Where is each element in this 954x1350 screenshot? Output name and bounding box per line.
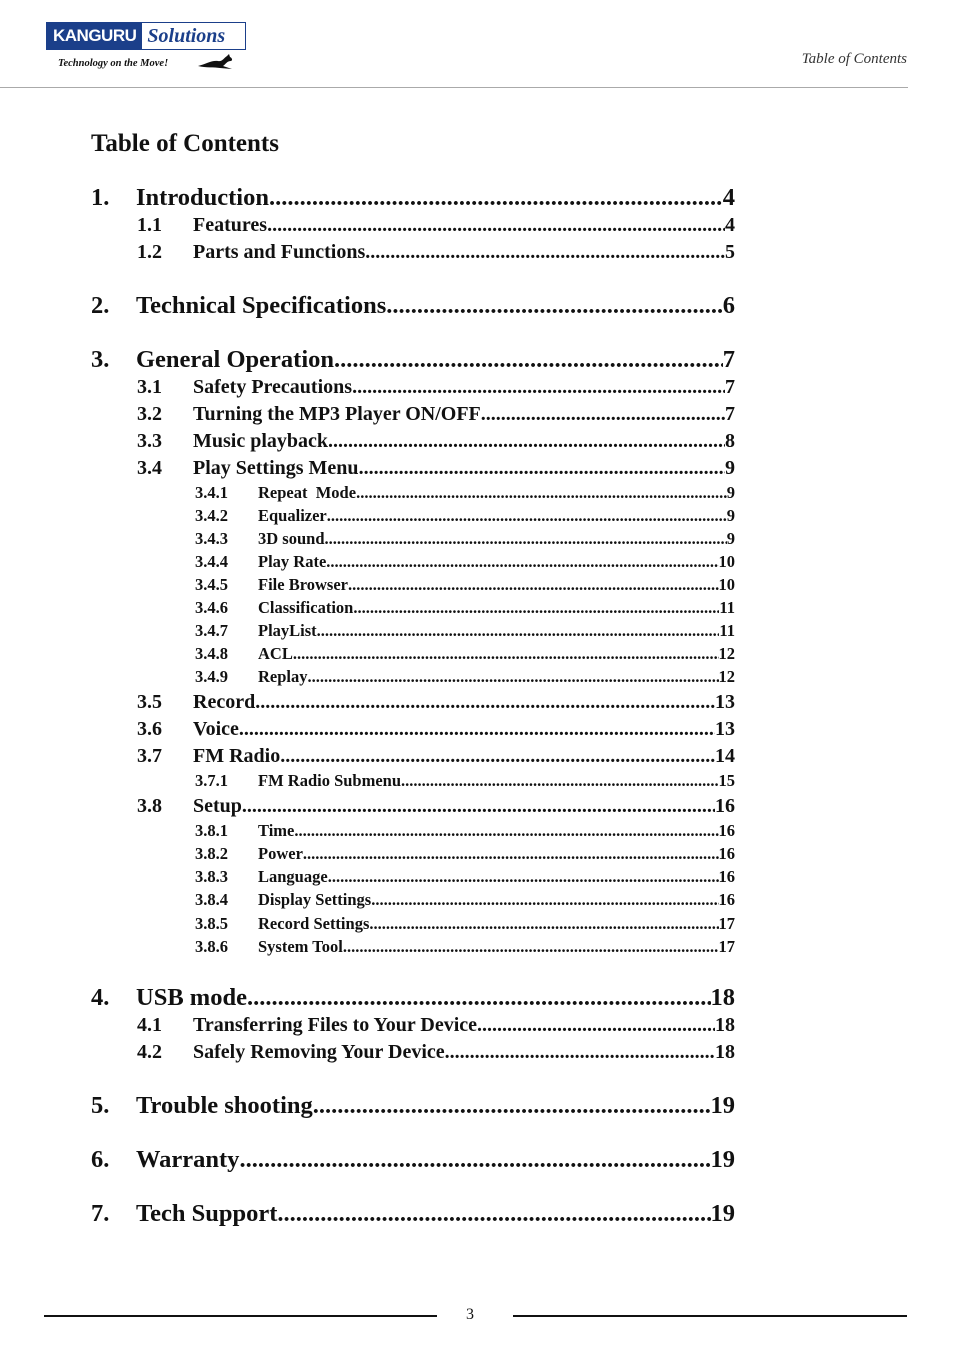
- toc-entry-page: 8: [725, 430, 735, 452]
- toc-entry-page: 18: [715, 1041, 735, 1063]
- toc-entry-number: 7.: [91, 1200, 110, 1227]
- toc-entry-number: 3.4.4: [195, 552, 228, 571]
- toc-entry[interactable]: [91, 184, 735, 212]
- logo-product: Solutions: [147, 24, 226, 47]
- toc-entry-number: 5.: [91, 1092, 110, 1119]
- toc-entry-page: 12: [718, 644, 735, 663]
- toc-dot-leader: [371, 890, 718, 910]
- toc-entry[interactable]: [195, 937, 735, 957]
- toc-entry-page: 7: [725, 376, 735, 398]
- toc-dot-leader: [386, 292, 723, 320]
- logo-tagline: Technology on the Move!: [58, 58, 169, 69]
- toc-dot-leader: [401, 771, 718, 791]
- toc-entry-page: 19: [710, 1092, 735, 1119]
- toc-entry-page: 18: [710, 984, 735, 1011]
- toc-entry-page: 10: [718, 552, 735, 571]
- toc-entry-title: Equalizer: [258, 506, 327, 525]
- toc-dot-leader: [327, 506, 727, 526]
- toc-entry-title: File Browser: [258, 575, 348, 594]
- toc-entry-page: 13: [715, 718, 735, 740]
- toc-entry-page: 16: [718, 890, 735, 909]
- toc-dot-leader: [269, 184, 723, 212]
- toc-dot-leader: [445, 1041, 715, 1064]
- toc-entry-page: 12: [718, 667, 735, 686]
- toc-entry-title: Language: [258, 867, 328, 886]
- toc-heading: Table of Contents: [91, 130, 279, 157]
- toc-entry-number: 3.5: [137, 691, 162, 713]
- toc-entry-number: 3.4.9: [195, 667, 228, 686]
- toc-entry-title: Power: [258, 844, 303, 863]
- toc-dot-leader: [313, 1092, 711, 1120]
- toc-entry[interactable]: [137, 795, 735, 818]
- toc-entry-title: Warranty: [136, 1146, 240, 1173]
- toc-entry-title: Turning the MP3 Player ON/OFF: [193, 403, 481, 425]
- toc-entry-number: 3.4.3: [195, 529, 228, 548]
- toc-entry-number: 3.4.1: [195, 483, 228, 502]
- toc-entry-number: 3.4.6: [195, 598, 228, 617]
- toc-entry-number: 3.: [91, 346, 110, 373]
- toc-dot-leader: [348, 575, 719, 595]
- toc-dot-leader: [353, 598, 719, 618]
- toc-entry-title: FM Radio: [193, 745, 281, 767]
- toc-dot-leader: [239, 718, 715, 741]
- toc-entry-title: Display Settings: [258, 890, 372, 909]
- toc-entry-number: 1.1: [137, 214, 162, 236]
- toc-entry-number: 2.: [91, 292, 110, 319]
- toc-entry-title: Music playback: [193, 430, 329, 452]
- header-section-title: Table of Contents: [801, 51, 907, 67]
- toc-entry[interactable]: [195, 621, 735, 641]
- toc-entry[interactable]: [195, 529, 735, 549]
- toc-entry-number: 3.8: [137, 795, 162, 817]
- toc-entry-page: 19: [710, 1200, 735, 1227]
- toc-dot-leader: [280, 745, 715, 768]
- toc-entry-number: 3.7: [137, 745, 162, 767]
- toc-entry-page: 6: [722, 292, 735, 319]
- toc-entry-title: FM Radio Submenu: [258, 771, 402, 790]
- toc-entry-title: Classification: [258, 598, 354, 617]
- toc-entry-number: 3.4.5: [195, 575, 228, 594]
- toc-entry-title: Trouble shooting: [136, 1092, 313, 1119]
- toc-dot-leader: [242, 795, 715, 818]
- footer-rule-right: [513, 1315, 907, 1317]
- toc-entry-title: System Tool: [258, 937, 343, 956]
- toc-entry-title: Parts and Functions: [193, 241, 366, 263]
- footer-rule-left: [44, 1315, 437, 1317]
- toc-entry-page: 7: [725, 403, 735, 425]
- toc-dot-leader: [328, 867, 719, 887]
- toc-entry[interactable]: [195, 771, 735, 791]
- toc-entry-page: 17: [718, 914, 735, 933]
- toc-dot-leader: [247, 984, 711, 1012]
- toc-entry[interactable]: [195, 644, 735, 664]
- toc-entry[interactable]: [137, 1014, 735, 1037]
- toc-entry-number: 3.4.8: [195, 644, 228, 663]
- toc-entry[interactable]: [137, 718, 735, 741]
- toc-entry[interactable]: [195, 575, 735, 595]
- toc-dot-leader: [369, 914, 718, 934]
- toc-entry-title: Features: [193, 214, 268, 236]
- toc-entry[interactable]: [195, 844, 735, 864]
- toc-entry-page: 11: [719, 598, 735, 617]
- toc-entry[interactable]: [137, 691, 735, 714]
- page-number: 3: [466, 1306, 474, 1323]
- toc-entry[interactable]: [195, 821, 735, 841]
- toc-entry[interactable]: [91, 1092, 735, 1120]
- toc-entry-title: Repeat Mode: [258, 483, 357, 502]
- toc-entry-page: 4: [722, 184, 735, 211]
- toc-entry-title: Voice: [193, 718, 239, 740]
- logo-box: [46, 22, 246, 50]
- toc-entry[interactable]: [195, 483, 735, 503]
- toc-entry-number: 3.3: [137, 430, 162, 452]
- toc-dot-leader: [326, 552, 718, 572]
- toc-entry-title: ACL: [258, 644, 293, 663]
- toc-entry-page: 16: [718, 821, 735, 840]
- toc-entry[interactable]: [195, 552, 735, 572]
- toc-entry-title: Record: [193, 691, 256, 713]
- toc-dot-leader: [477, 1014, 715, 1037]
- toc-entry-number: 3.8.3: [195, 867, 228, 886]
- toc-entry-number: 3.4: [137, 457, 162, 479]
- toc-entry[interactable]: [137, 403, 735, 426]
- toc-entry-title: PlayList: [258, 621, 317, 640]
- toc-entry-title: Replay: [258, 667, 308, 686]
- toc-dot-leader: [293, 644, 719, 664]
- kanguru-logo: [46, 22, 246, 76]
- toc-entry[interactable]: [195, 506, 735, 526]
- toc-entry[interactable]: [137, 745, 735, 768]
- toc-entry-title: Play Rate: [258, 552, 327, 571]
- toc-entry-number: 3.4.7: [195, 621, 228, 640]
- toc-dot-leader: [277, 1200, 710, 1228]
- toc-dot-leader: [308, 667, 719, 687]
- toc-entry-title: Transferring Files to Your Device: [193, 1014, 478, 1036]
- toc-entry-page: 19: [710, 1146, 735, 1173]
- kangaroo-icon: [196, 52, 236, 70]
- toc-dot-leader: [359, 457, 725, 480]
- toc-entry-title: Tech Support: [136, 1200, 278, 1227]
- toc-entry[interactable]: [195, 890, 735, 910]
- toc-entry-title: 3D sound: [258, 529, 325, 548]
- toc-dot-leader: [481, 403, 725, 426]
- toc-entry-title: Setup: [193, 795, 242, 817]
- toc-entry-title: Play Settings Menu: [193, 457, 359, 479]
- toc-entry-number: 6.: [91, 1146, 110, 1173]
- toc-entry-page: 10: [718, 575, 735, 594]
- toc-entry-page: 14: [715, 745, 735, 767]
- toc-entry-number: 3.1: [137, 376, 162, 398]
- toc-dot-leader: [356, 483, 727, 503]
- toc-entry-number: 3.8.5: [195, 914, 228, 933]
- toc-entry-page: 13: [715, 691, 735, 713]
- toc-dot-leader: [328, 430, 725, 453]
- toc-dot-leader: [255, 691, 715, 714]
- toc-entry-page: 9: [725, 457, 735, 479]
- toc-entry-page: 15: [718, 771, 735, 790]
- toc-entry-title: Record Settings: [258, 914, 370, 933]
- toc-dot-leader: [317, 621, 720, 641]
- toc-entry[interactable]: [91, 1146, 735, 1174]
- toc-dot-leader: [267, 214, 725, 237]
- toc-entry[interactable]: [137, 241, 735, 264]
- toc-entry[interactable]: [195, 867, 735, 887]
- toc-dot-leader: [334, 346, 723, 374]
- toc-entry[interactable]: [91, 292, 735, 320]
- toc-entry-page: 16: [715, 795, 735, 817]
- toc-entry-number: 1.: [91, 184, 110, 211]
- toc-entry-number: 4.: [91, 984, 110, 1011]
- toc-entry-number: 3.7.1: [195, 771, 228, 790]
- toc-entry-number: 3.8.2: [195, 844, 228, 863]
- toc-dot-leader: [343, 937, 719, 957]
- toc-entry-page: 18: [715, 1014, 735, 1036]
- toc-entry-number: 4.2: [137, 1041, 162, 1063]
- toc-entry-page: 16: [718, 844, 735, 863]
- toc-entry-page: 11: [719, 621, 735, 640]
- toc-entry-title: Technical Specifications: [136, 292, 387, 319]
- toc-entry-number: 3.8.4: [195, 890, 228, 909]
- toc-entry-title: General Operation: [136, 346, 335, 373]
- header-divider: [0, 87, 908, 88]
- toc-entry-page: 17: [718, 937, 735, 956]
- toc-entry-page: 9: [726, 506, 735, 525]
- toc-entry-title: USB mode: [136, 984, 247, 1011]
- toc-dot-leader: [294, 821, 718, 841]
- toc-entry-number: 3.2: [137, 403, 162, 425]
- toc-entry-number: 3.8.1: [195, 821, 228, 840]
- toc-dot-leader: [303, 844, 719, 864]
- toc-entry[interactable]: [137, 430, 735, 453]
- toc-entry-title: Time: [258, 821, 295, 840]
- toc-entry-page: 9: [726, 483, 735, 502]
- toc-dot-leader: [325, 529, 727, 549]
- logo-brand: KANGURU: [47, 23, 142, 49]
- toc-entry[interactable]: [91, 346, 735, 374]
- toc-entry-number: 4.1: [137, 1014, 162, 1036]
- toc-dot-leader: [239, 1146, 710, 1174]
- toc-entry[interactable]: [195, 914, 735, 934]
- toc-entry[interactable]: [91, 1200, 735, 1228]
- toc-entry[interactable]: [91, 984, 735, 1012]
- toc-entry[interactable]: [137, 457, 735, 480]
- toc-dot-leader: [352, 376, 725, 399]
- toc-entry[interactable]: [195, 598, 735, 618]
- toc-entry-page: 4: [725, 214, 735, 236]
- toc-entry-title: Introduction: [136, 184, 269, 211]
- toc-entry-number: 1.2: [137, 241, 162, 263]
- toc-entry-number: 3.8.6: [195, 937, 228, 956]
- toc-entry-title: Safely Removing Your Device: [193, 1041, 445, 1063]
- toc-entry-page: 5: [725, 241, 735, 263]
- toc-entry-page: 16: [718, 867, 735, 886]
- toc-entry[interactable]: [137, 376, 735, 399]
- toc-entry-number: 3.4.2: [195, 506, 228, 525]
- toc-entry[interactable]: [137, 1041, 735, 1064]
- toc-entry-page: 9: [726, 529, 735, 548]
- toc-entry[interactable]: [195, 667, 735, 687]
- toc-entry-title: Safety Precautions: [193, 376, 353, 398]
- toc-entry[interactable]: [137, 214, 735, 237]
- toc-entry-number: 3.6: [137, 718, 162, 740]
- toc-entry-page: 7: [722, 346, 735, 373]
- toc-dot-leader: [365, 241, 725, 264]
